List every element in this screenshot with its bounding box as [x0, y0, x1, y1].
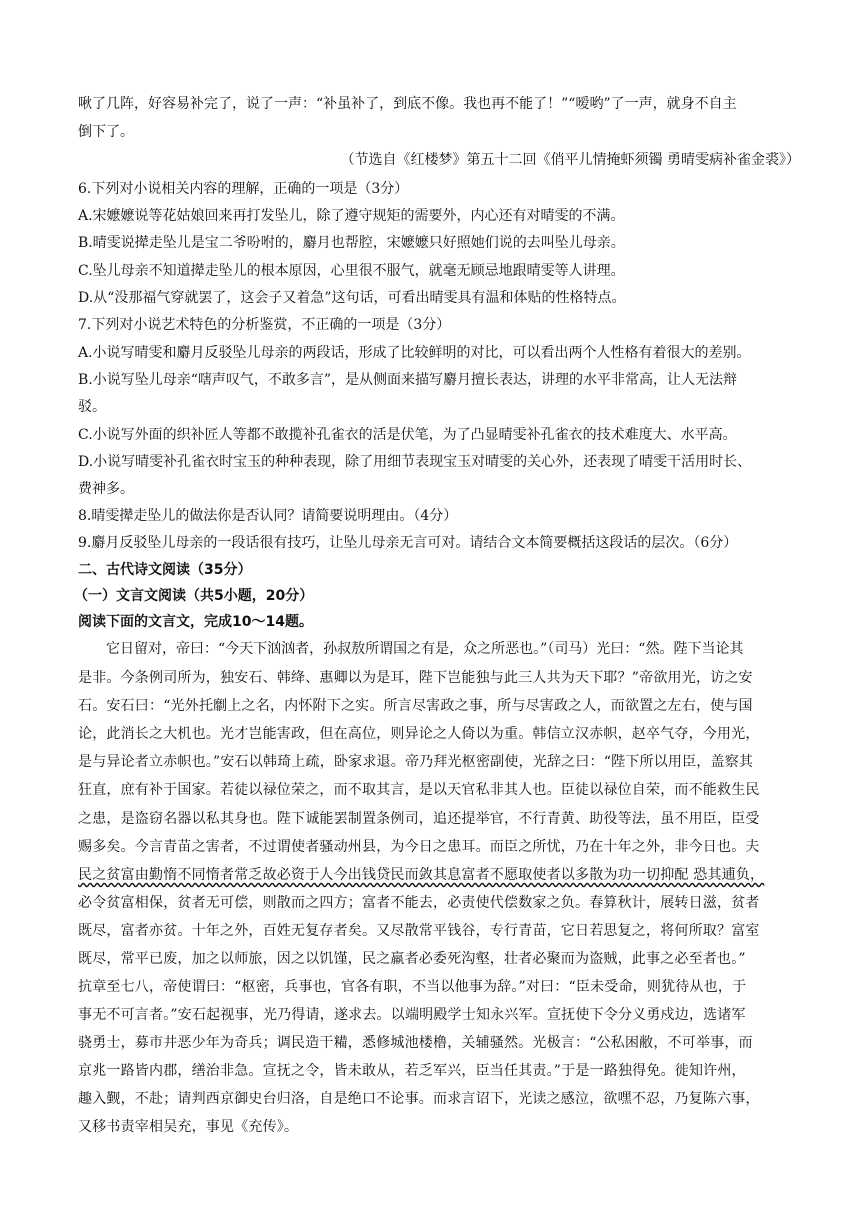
classical-text-line: 石。安石曰：“光外托劘上之名，内怀附下之实。所言尽害政之事，所与尽害政之人，而欲置之左右，使与国 — [78, 698, 753, 714]
source-citation: （节选自《红楼梦》第五十二回《俏平儿情掩虾须镯 勇晴雯病补雀金裘》） — [340, 152, 800, 168]
question-9: 9.麝月反驳坠儿母亲的一段话很有技巧，让坠儿母亲无言可对。请结合文本简要概括这段话的层次。（6分） — [78, 535, 738, 551]
classical-text-line: 既尽，常平已废，加之以师旅，因之以饥馑，民之羸者必委死沟壑，壮者必聚而为盗贼，此事之必至者也。” — [78, 951, 746, 967]
classical-text-line: 之患，是盗窃名器以私其身也。陛下诚能罢制置条例司，追还提举官，不行青黄、助役等法，虽不用臣，臣受 — [78, 811, 760, 827]
option-d-cont: 费神多。 — [78, 481, 134, 497]
classical-text-line: 又移书责宰相吴充，事见《充传》。 — [78, 1119, 299, 1135]
option-b: B.小说写坠儿母亲“嗐声叹气，不敢多言”，是从侧面来描写麝月擅长表达，讲理的水平非常高，让人无法辩 — [78, 372, 738, 388]
classical-text-line: 趣入觐，不赴；请判西京御史台归洛，自是绝口不论事。而求言诏下，光读之感泣，欲嘿不忍，乃复陈六事， — [78, 1091, 760, 1107]
option-b-cont: 驳。 — [78, 399, 106, 415]
classical-text-line: 狂直，庶有补于国家。若徒以禄位荣之，而不取其言，是以天官私非其人也。臣徒以禄位自荣，而不能救生民 — [78, 782, 760, 798]
passage-line: 倒下了。 — [78, 124, 134, 140]
option-a: A.小说写晴雯和麝月反驳坠儿母亲的两段话，形成了比较鲜明的对比，可以看出两个人性格有着很大的差别。 — [78, 345, 751, 361]
classical-text-line-sentence-break-task: 民之贫富由勤惰不同惰者常乏故必资于人今出钱贷民而敛其息富者不愿取使者以多散为功一切抑配 恐其逋负， — [78, 867, 765, 883]
classical-text-line: 骁勇士，募市井恶少年为奇兵；调民造干糒，悉修城池楼橹，关辅骚然。光极言：“公私困敝，不可举事，而 — [78, 1035, 753, 1051]
option-c: C.小说写外面的织补匠人等都不敢揽补孔雀衣的活是伏笔，为了凸显晴雯补孔雀衣的技术难度大、水平高。 — [78, 427, 737, 443]
option-d: D.从“没那福气穿就罢了，这会子又着急”这句话，可看出晴雯具有温和体贴的性格特点。 — [78, 290, 626, 306]
passage-line: 啾了几阵，好容易补完了，说了一声：“补虽补了，到底不像。我也再不能了！”“嗳哟”了一声，就身不自主 — [78, 96, 737, 112]
option-a: A.宋嬷嬷说等花姑娘回来再打发坠儿，除了遵守规矩的需要外，内心还有对晴雯的不满。 — [78, 208, 625, 224]
classical-text-line: 赐多矣。今言青苗之害者，不过谓使者骚动州县，为今日之患耳。而臣之所忧，乃在十年之外，非今日也。夫 — [78, 839, 760, 855]
subsection-heading: （一）文言文阅读（共5小题，20分） — [74, 588, 314, 604]
classical-text-line: 京兆一路皆内郡，缮治非急。宣抚之令，皆未敢从，若乏军兴，臣当任其责。”于是一路独得免。徙知许州， — [78, 1063, 746, 1079]
classical-text-line: 它日留对，帝曰：“今天下汹汹者，孙叔敖所谓国之有是，众之所恶也。”（司马）光曰：“然。陛下当论其 — [106, 641, 744, 657]
classical-text-line: 是非。今条例司所为，独安石、韩绛、惠卿以为是耳，陛下岂能独与此三人共为天下耶？”帝欲用光，访之安 — [78, 670, 753, 686]
classical-text-line: 抗章至七八，帝使谓曰：“枢密，兵事也，官各有职，不当以他事为辞。”对曰：“臣未受命，则犹待从也，于 — [78, 979, 747, 995]
option-d: D.小说写晴雯补孔雀衣时宝玉的种种表现，除了用细节表现宝玉对晴雯的关心外，还表现了晴雯干活用时长、 — [78, 454, 752, 470]
classical-text-line: 论，此消长之大机也。光才岂能害政，但在高位，则异论之人倚以为重。韩信立汉赤帜，赵卒气夺，今用光， — [78, 726, 760, 742]
classical-text-line: 事无不可言者。”安石起视事，光乃得请，遂求去。以端明殿学士知永兴军。宣抚使下令分义勇戍边，选诸军 — [78, 1007, 746, 1023]
section-heading: 二、古代诗文阅读（35分） — [78, 562, 252, 578]
question-8: 8.晴雯撵走坠儿的做法你是否认同？请简要说明理由。（4分） — [78, 508, 458, 524]
classical-text-line: 既尽，富者亦贫。十年之外，百姓无复存者矣。又尽散常平钱谷，专行青苗，它日若思复之，将何所取？富室 — [78, 923, 760, 939]
classical-text-line: 是与异论者立赤帜也。”安石以韩琦上疏，卧家求退。帝乃拜光枢密副使，光辞之曰：“陛下所以用臣，盖察其 — [78, 754, 754, 770]
question-7: 7.下列对小说艺术特色的分析鉴赏，不正确的一项是（3分） — [78, 317, 451, 333]
classical-text-line: 必令贫富相保，贫者无可偿，则散而之四方；富者不能去，必责使代偿数家之负。春算秋计，展转日滋，贫者 — [78, 895, 760, 911]
reading-instruction: 阅读下面的文言文，完成10～14题。 — [78, 614, 313, 630]
option-b: B.晴雯说撵走坠儿是宝二爷吩咐的，麝月也帮腔，宋嬷嬷只好照她们说的去叫坠儿母亲。 — [78, 235, 625, 251]
question-6: 6.下列对小说相关内容的理解，正确的一项是（3分） — [78, 181, 409, 197]
option-c: C.坠儿母亲不知道撵走坠儿的根本原因，心里很不服气，就毫无顾忌地跟晴雯等人讲理。 — [78, 263, 625, 279]
